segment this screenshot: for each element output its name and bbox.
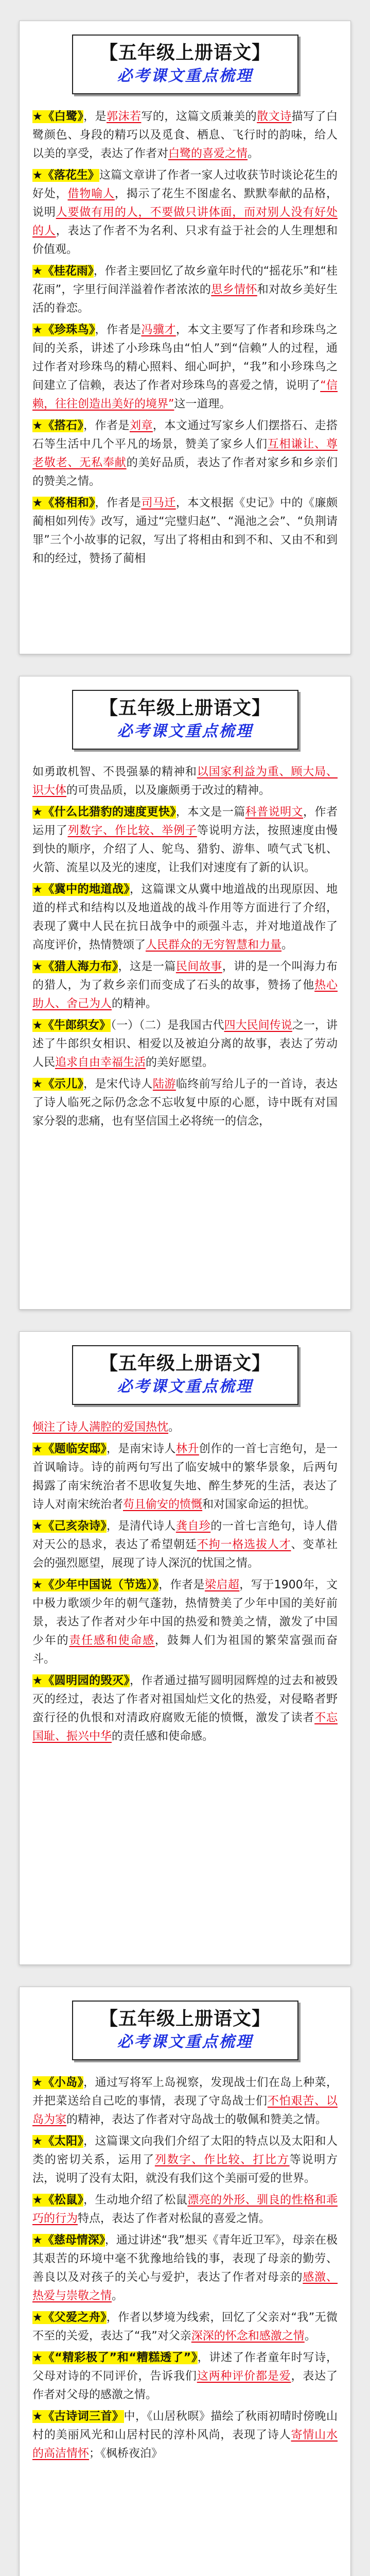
key-phrase: 以国家利益为重、顾大局、识大体 — [32, 766, 338, 797]
key-phrase: 不忘国耻、振兴中华 — [32, 1711, 338, 1743]
lesson-title: ★《桂花雨》 — [32, 265, 94, 278]
body-text: ，作者是 — [95, 497, 142, 510]
key-phrase: 科普说明文 — [245, 806, 304, 819]
summary-paragraph — [32, 108, 338, 163]
body-text: 的精神，表达了作者对守岛战士的敬佩和赞美之情。 — [66, 2113, 327, 2126]
body-text: ，本文根据《史记》中的《廉颇蔺相如列传》改写，通过“完璧归赵”、“渑池之会”、“负荆请罪”三个小故事的记叙，写出了将相由和到不和、又由不和到和的经过，赞扬了蔺相 — [32, 497, 338, 565]
body-text: 的美好愿望。 — [146, 1056, 214, 1069]
summary-paragraph — [32, 958, 338, 1013]
lesson-title: ★《太阳》 — [32, 2135, 84, 2148]
key-phrase: 深深的怀念和感激之情 — [191, 2330, 305, 2343]
body-text: ，写于1900年，文中极力歌颂少年的朝气蓬勃，热情赞美了少年中国的美好前景，表达了作者对少年中国的热爱和赞美之情，激发了中国少年的 — [32, 1579, 338, 1647]
note-card — [19, 1331, 351, 1965]
body-text: 的美好品质，表达了作者对家乡和乡亲们的赞美之情。 — [32, 456, 338, 488]
lesson-title: ★《圆明园的毁灭》 — [32, 1674, 130, 1687]
key-phrase: 司马迁 — [141, 497, 176, 510]
body-text: ，作者是 — [83, 419, 130, 432]
summary-paragraph — [32, 166, 338, 259]
key-phrase: 梁启超 — [204, 1579, 240, 1591]
summary-paragraph — [32, 1517, 338, 1573]
lesson-title: ★《牛郎织女》 — [32, 1019, 111, 1032]
body-text: （一）（二）是我国古代 — [111, 1019, 224, 1032]
body-text: ，这篇课文从冀中地道战的出现原因、地道的样式和结构以及地道战的战斗作用等方面进行了介绍，表现了冀中人民在抗日战争中的顽强斗志，并对地道战作了高度评价，热情赞颂了 — [32, 883, 338, 952]
body-text: 之一，讲述了牛郎织女相识、相爱以及被迫分离的故事，表达了劳动人民 — [32, 1019, 338, 1069]
key-phrase: 龚自珍 — [175, 1520, 211, 1533]
body-text: ，作者主要回忆了故乡童年时代的“摇花乐”和“桂花雨”，字里行间洋溢着作者浓浓的 — [32, 265, 338, 296]
body-text: ，通过写将军上岛视察，发现战士们在岛上种菜，并把菜送给自己吃的事情，表现了守岛战士们 — [32, 2076, 338, 2108]
summary-paragraph — [32, 2132, 338, 2188]
lesson-title: ★《小岛》 — [32, 2076, 84, 2089]
body-text: 这一道理。 — [174, 398, 231, 411]
summary-paragraph — [32, 494, 338, 568]
summary-paragraph — [32, 2231, 338, 2306]
key-phrase: 列数字、作比较、举例子 — [67, 824, 197, 837]
key-phrase: 冯骥才 — [141, 324, 176, 336]
summary-paragraph — [32, 417, 338, 491]
body-text: ，表达了作者对父母的感激之情。 — [32, 2370, 338, 2401]
body-text: 写的，这篇文质兼美的 — [141, 110, 257, 123]
card-title: 【五年级上册语文】 — [99, 1353, 271, 1374]
body-text: ，作者运用了 — [32, 806, 338, 837]
body-text: 临终前写给儿子的一首诗，表达了诗人临死之际仍念念不忘收复中原的心愿，诗中既有对国家分裂的悲痛，也有坚信国土必将统一的信念， — [32, 1078, 338, 1128]
summary-paragraph — [32, 880, 338, 955]
body-text: ，这篇课文向我们介绍了太阳的特点以及太阳和人类的密切关系，运用了 — [32, 2135, 338, 2166]
body-text: ，是清代诗人 — [107, 1520, 176, 1533]
key-phrase: 思乡情怀 — [211, 283, 257, 296]
body-text: 。 — [248, 147, 259, 160]
key-phrase: 散文诗 — [257, 110, 292, 123]
summary-paragraph — [32, 2074, 338, 2129]
key-phrase: 追求自由幸福生活 — [55, 1056, 146, 1069]
key-phrase: 倾注了诗人满腔的爱国热忱 — [32, 1421, 169, 1434]
key-phrase: 互相谦让、尊老敬老、无私奉献 — [32, 438, 338, 469]
lesson-title: ★《珍珠鸟》 — [32, 324, 95, 336]
summary-paragraph — [32, 1672, 338, 1746]
lesson-title: ★《慈母情深》 — [32, 2234, 105, 2247]
lesson-title: ★《示儿》 — [32, 1078, 84, 1091]
key-phrase: 借物喻人 — [67, 188, 115, 200]
body-text: 。 — [112, 2290, 124, 2302]
note-card — [19, 21, 351, 654]
body-text: 的一首七言绝句，诗人借对天公的恳求，表达了希望朝廷 — [32, 1520, 338, 1551]
note-card — [19, 1987, 351, 2576]
summary-paragraph — [32, 2309, 338, 2346]
body-text: ，是 — [83, 110, 107, 123]
key-phrase: 人民群众的无穷智慧和力量 — [146, 939, 282, 952]
summary-paragraph — [32, 803, 338, 877]
card-title: 【五年级上册语文】 — [99, 42, 271, 63]
body-text: 中，《山居秋暝》描绘了秋雨初晴时傍晚山村的美丽风光和山居村民的淳朴风尚，表现了诗人 — [32, 2410, 338, 2442]
card-title: 【五年级上册语文】 — [99, 2008, 271, 2029]
body-text: ，本文主要写了作者和珍珠鸟之间的关系，讲述了小珍珠鸟由“怕人”到“信赖”人的过程，通过作者对珍珠鸟的精心照料、细心呵护，“我”和小珍珠鸟之间建立了信赖，表达了作者对珍珠鸟的喜爱之情，说明了 — [32, 324, 338, 392]
key-phrase: 寄情山水的高洁情怀 — [32, 2429, 338, 2460]
body-text: 和对国家命运的担忧。 — [202, 1498, 316, 1511]
key-phrase: 四大民间传说 — [224, 1019, 292, 1032]
summary-paragraph — [32, 321, 338, 414]
lesson-title: ★《猎人海力布》 — [32, 960, 118, 973]
key-phrase: 白鹭的喜爱之情 — [168, 147, 248, 160]
card-subtitle: 必考课文重点梳理 — [117, 722, 253, 740]
summary-paragraph — [32, 2408, 338, 2463]
body-text: 这篇文章讲了作者一家人过收获节时谈论花生的好处， — [32, 169, 338, 200]
lesson-title: ★《冀中的地道战》 — [32, 883, 130, 896]
card-title-box — [72, 35, 298, 94]
note-card — [19, 676, 351, 1310]
key-phrase: 漂亮的外形、驯良的性格和乖巧的行为 — [32, 2194, 338, 2225]
body-text: 的可贵品质，以及廉颇勇于改过的精神。 — [66, 784, 271, 797]
summary-paragraph — [32, 1440, 338, 1514]
lesson-title: ★《落花生》 — [32, 169, 100, 182]
key-phrase: “信赖，往往创造出美好的境界” — [32, 379, 338, 411]
body-text: 。 — [168, 1421, 180, 1434]
card-subtitle: 必考课文重点梳理 — [117, 67, 253, 85]
body-text: ，本文是一篇 — [175, 806, 245, 819]
summary-paragraph — [32, 763, 338, 800]
card-subtitle: 必考课文重点梳理 — [117, 2033, 253, 2051]
card-title: 【五年级上册语文】 — [99, 698, 271, 719]
body-text: ，讲述了作者童年时写诗，父母对诗的不同评价，告诉我们 — [32, 2351, 338, 2383]
key-phrase: 感激、热爱与崇敬之情 — [32, 2271, 338, 2302]
body-text: 如勇敢机智、不畏强暴的精神和 — [32, 766, 197, 778]
summary-paragraph — [32, 2349, 338, 2404]
body-text: ，鼓舞人们为祖国的繁荣富强而奋斗。 — [32, 1634, 338, 1666]
body-text: ，作者以梦境为线索，回忆了父亲对“我”无微不至的关爱，表达了“我”对父亲 — [32, 2311, 338, 2343]
summary-paragraph — [32, 262, 338, 318]
body-text: 特点，表达了作者对松鼠的喜爱之情。 — [78, 2212, 271, 2225]
lesson-title: ★《“精彩极了”和“糟糕透了”》 — [32, 2351, 198, 2364]
body-text: ，作者是 — [95, 324, 142, 336]
body-text: ，作者通过描写圆明园辉煌的过去和被毁灭的经过，表达了作者对祖国灿烂文化的热爱，对侵略者野蛮行径的仇恨和对清政府腐败无能的愤慨，激发了读者 — [32, 1674, 338, 1724]
body-text: ，揭示了花生不图虚名、默默奉献的品格，说明 — [32, 188, 338, 219]
body-text: ，表达了作者不为名利、只求有益于社会的人生理想和价值观。 — [32, 225, 338, 256]
body-text: ，作者是 — [158, 1579, 205, 1591]
lesson-title: ★《少年中国说（节选）》 — [32, 1579, 159, 1591]
lesson-title: ★《将相和》 — [32, 497, 95, 510]
key-phrase: 这两种评价都是爱 — [197, 2370, 291, 2383]
key-phrase: 郭沫若 — [107, 110, 142, 123]
body-text: ，本文通过写家乡人们摆搭石、走搭石等生活中几个平凡的场景，赞美了家乡人们 — [32, 419, 338, 451]
body-text: 、变革社会的强烈愿望，展现了诗人深沉的忧国之情。 — [32, 1538, 338, 1570]
body-text: ；《枫桥夜泊》 — [89, 2447, 163, 2460]
lesson-title: ★《己亥杂诗》 — [32, 1520, 107, 1533]
key-phrase: 民间故事 — [175, 960, 222, 973]
lesson-title: ★《白鹭》 — [32, 110, 84, 123]
summary-paragraph — [32, 1075, 338, 1131]
key-phrase: 刘章 — [129, 419, 153, 432]
key-phrase: 陆游 — [152, 1078, 176, 1091]
key-phrase: 苟且偷安的愤慨 — [123, 1498, 203, 1511]
body-text: 创作的一首七言绝句，是一首讽喻诗。诗的前两句写出了临安城中的繁华景象，后两句揭露了南宋统治者不思收复失地、醉生梦死的生活，表达了诗人对南宋统治者 — [32, 1443, 338, 1511]
card-title-box — [72, 2001, 298, 2060]
summary-paragraph — [32, 2191, 338, 2228]
lesson-title: ★《题临安邸》 — [32, 1443, 107, 1455]
key-phrase: 林升 — [175, 1443, 199, 1455]
body-text: ，是宋代诗人 — [83, 1078, 153, 1091]
key-phrase: 人要做有用的人，不要做只讲体面，而对别人没有好处的人 — [32, 206, 338, 238]
lesson-title: ★《搭石》 — [32, 419, 84, 432]
lesson-title: ★《父爱之舟》 — [32, 2311, 107, 2324]
body-text: ，是南宋诗人 — [107, 1443, 176, 1455]
key-phrase: 不怕艰苦、以岛为家 — [32, 2095, 338, 2126]
body-text: 的精神。 — [112, 997, 157, 1010]
body-text: 的责任感和使命感。 — [112, 1730, 214, 1743]
body-text: ，生动地介绍了松鼠 — [83, 2194, 188, 2207]
lesson-title: ★《古诗词三首》 — [32, 2410, 124, 2423]
card-title-box — [72, 1345, 298, 1405]
body-text: 描写了白鹭颜色、身段的精巧以及觅食、栖息、飞行时的韵味，给人以美的享受，表达了作者对 — [32, 110, 338, 160]
body-text: 等说明方法，说明了没有太阳，就没有我们这个美丽可爱的世界。 — [32, 2154, 338, 2185]
body-text: ，这是一篇 — [118, 960, 176, 973]
body-text: 等说明方法，按照速度由慢到快的顺序，介绍了人、鸵鸟、猎豹、游隼、喷气式飞机、火箭、流星以及光的速度，让我们对速度有了新的认识。 — [32, 824, 338, 874]
lesson-title: ★《什么比猎豹的速度更快》 — [32, 806, 176, 819]
lesson-title: ★《松鼠》 — [32, 2194, 84, 2207]
card-title-box — [72, 690, 298, 750]
body-text: ，讲的是一个叫海力布的猎人，为了救乡亲们而变成了石头的故事，赞扬了他 — [32, 960, 338, 992]
card-subtitle: 必考课文重点梳理 — [117, 1378, 253, 1396]
summary-paragraph — [32, 1576, 338, 1669]
key-phrase: 责任感和使命感 — [69, 1634, 155, 1647]
body-text: ，通过讲述“我”想买《青年近卫军》，母亲在极其艰苦的环境中毫不犹豫地给钱的事，表现了母亲的勤劳、善良以及对孩子的关心与爱护，表达了作者对母亲的 — [32, 2234, 338, 2284]
body-text: 。 — [304, 2330, 316, 2343]
summary-paragraph — [32, 1418, 338, 1437]
key-phrase: 热心助人、舍己为人 — [32, 979, 338, 1010]
summary-paragraph — [32, 1016, 338, 1072]
key-phrase: 不拘一格选拔人才 — [197, 1538, 291, 1551]
body-text: 。 — [281, 939, 293, 952]
key-phrase: 列数字、作比较、打比方 — [154, 2154, 290, 2166]
body-text: 和对故乡美好生活的眷恋。 — [32, 283, 338, 315]
